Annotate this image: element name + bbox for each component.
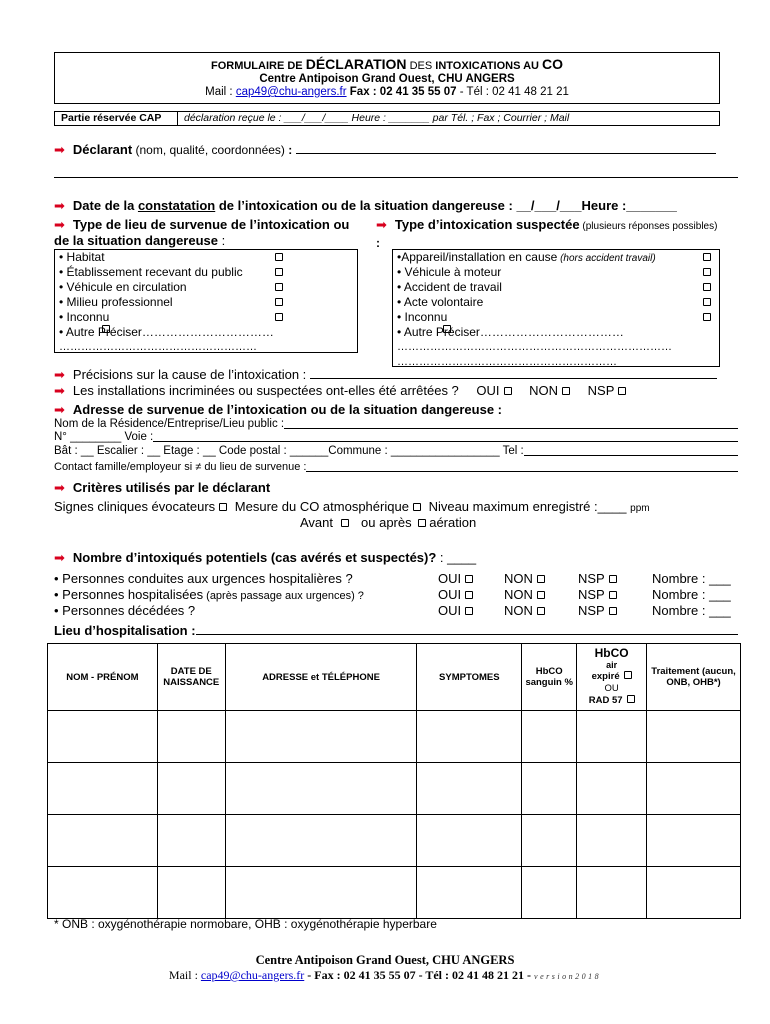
arrow-icon: ➡ bbox=[54, 367, 65, 382]
table-header-row bbox=[48, 644, 741, 711]
option-label: • Autre bbox=[59, 325, 95, 339]
aeration-label: aération bbox=[425, 515, 477, 530]
table-cell[interactable] bbox=[225, 711, 417, 763]
checkbox-icon[interactable] bbox=[537, 575, 545, 583]
option-label: • Habitat bbox=[59, 250, 105, 264]
checkbox-icon[interactable] bbox=[537, 591, 545, 599]
adresse-line-4 bbox=[54, 461, 738, 473]
option-label: • Acte volontaire bbox=[397, 295, 484, 309]
form-title bbox=[55, 56, 719, 72]
checkbox-icon[interactable] bbox=[609, 575, 617, 583]
intox-type-hint: (plusieurs réponses possibles) bbox=[579, 221, 718, 232]
header-traitement: Traitement (aucun, ONB, OHB*) bbox=[647, 644, 741, 711]
table-cell[interactable] bbox=[647, 763, 741, 815]
lieu-option[interactable] bbox=[55, 310, 357, 325]
lieu-type-title-text: Type de lieu de survenue de l’intoxication ou de la situation dangereuse bbox=[54, 217, 350, 248]
avant-checkbox[interactable] bbox=[341, 519, 349, 527]
criteres-line-1 bbox=[54, 499, 744, 514]
nombre-total-field[interactable]: : ____ bbox=[436, 550, 477, 565]
colon: : bbox=[376, 236, 380, 250]
row-label: • Personnes hospitalisées bbox=[54, 587, 204, 602]
nombre-field[interactable]: Nombre : ___ bbox=[652, 587, 731, 602]
nombre-row-urgences bbox=[54, 571, 744, 586]
date-label-word: constatation bbox=[137, 198, 216, 213]
declarant-row bbox=[54, 142, 738, 158]
declarant-hint: (nom, qualité, coordonnées) bbox=[132, 143, 289, 157]
checkbox-icon[interactable] bbox=[703, 253, 711, 261]
expire-checkbox[interactable] bbox=[624, 671, 632, 679]
contact-line bbox=[55, 86, 719, 98]
arrow-icon: ➡ bbox=[54, 402, 65, 417]
date-field[interactable]: de l’intoxication ou de la situation dangereuse : __/___/___ bbox=[215, 198, 582, 213]
non-checkbox[interactable] bbox=[562, 387, 570, 395]
table-cell[interactable] bbox=[522, 867, 577, 919]
criteres-line-2 bbox=[300, 515, 476, 530]
title-part: CO bbox=[542, 56, 564, 72]
non-label: NON bbox=[529, 383, 559, 398]
avant-label: Avant bbox=[300, 515, 334, 530]
criteres-title bbox=[54, 480, 270, 496]
autre-preciser-line[interactable]: ………………………………………………………………… bbox=[397, 341, 672, 353]
table-cell[interactable] bbox=[647, 711, 741, 763]
nsp-option[interactable] bbox=[578, 571, 617, 586]
nsp-option[interactable] bbox=[578, 587, 617, 602]
nombre-row-decedees bbox=[54, 603, 744, 618]
intox-option[interactable] bbox=[393, 280, 719, 295]
table-cell[interactable] bbox=[577, 867, 647, 919]
niveau-field[interactable]: Niveau maximum enregistré :____ bbox=[428, 499, 631, 514]
autre-preciser-line[interactable]: …………………………………………………… bbox=[397, 356, 617, 368]
checkbox-icon[interactable] bbox=[275, 298, 283, 306]
center-name: Centre Antipoison Grand Ouest, CHU ANGERS bbox=[259, 73, 515, 85]
lieu-option[interactable] bbox=[55, 280, 357, 295]
table-cell[interactable] bbox=[48, 711, 158, 763]
cap-reserved-label: Partie réservée CAP bbox=[55, 112, 178, 125]
table-cell[interactable] bbox=[48, 815, 158, 867]
table-cell[interactable] bbox=[225, 815, 417, 867]
footer-contact bbox=[0, 968, 770, 983]
table-row bbox=[48, 867, 741, 919]
nombre-title-text: Nombre d’intoxiqués potentiels (cas avérés et suspectés)? bbox=[72, 550, 437, 565]
table-cell[interactable] bbox=[225, 867, 417, 919]
contact-label: Contact famille/employeur si ≠ du lieu de survenue : bbox=[54, 461, 307, 473]
address-details-field[interactable]: Bât : __ Escalier : __ Etage : __ Code postal : ______Commune : _________________ Tel : bbox=[54, 445, 524, 457]
hbco-rad57: RAD 57 bbox=[588, 695, 623, 706]
oui-label: OUI bbox=[438, 587, 462, 602]
table-cell[interactable] bbox=[417, 763, 522, 815]
table-cell[interactable] bbox=[577, 711, 647, 763]
table-cell[interactable] bbox=[157, 867, 225, 919]
mesure-checkbox[interactable] bbox=[413, 503, 421, 511]
cap-reception-field[interactable]: déclaration reçue le : ___/___/____ Heure : _______ par Tél. ; Fax ; Courrier ; Mail bbox=[184, 112, 570, 124]
table-cell[interactable] bbox=[48, 867, 158, 919]
table-cell[interactable] bbox=[417, 867, 522, 919]
table-cell[interactable] bbox=[157, 815, 225, 867]
hbco-title: HbCO bbox=[594, 646, 629, 660]
title-part: FORMULAIRE DE bbox=[210, 60, 306, 72]
colon: : bbox=[288, 143, 293, 157]
intox-option[interactable] bbox=[393, 295, 719, 310]
intox-option-autre[interactable] bbox=[393, 325, 719, 340]
table-cell[interactable] bbox=[577, 763, 647, 815]
checkbox-icon[interactable] bbox=[703, 268, 711, 276]
oui-option[interactable] bbox=[438, 587, 473, 602]
checkbox-icon[interactable] bbox=[703, 298, 711, 306]
voie-field[interactable] bbox=[153, 431, 738, 442]
non-option[interactable] bbox=[504, 587, 545, 602]
nsp-label: NSP bbox=[578, 587, 605, 602]
mesure-label: Mesure du CO atmosphérique bbox=[234, 499, 409, 514]
table-cell[interactable] bbox=[225, 763, 417, 815]
checkbox-icon[interactable] bbox=[443, 325, 451, 333]
option-label: • Inconnu bbox=[59, 310, 110, 324]
nsp-label: NSP bbox=[578, 571, 605, 586]
hbco-air: air bbox=[606, 660, 618, 670]
declarant-label: Déclarant bbox=[72, 142, 133, 157]
footer-center: Centre Antipoison Grand Ouest, CHU ANGERS bbox=[255, 953, 515, 967]
precisions-row bbox=[54, 367, 744, 383]
arrow-icon: ➡ bbox=[54, 550, 65, 565]
apres-checkbox[interactable] bbox=[418, 519, 426, 527]
footnote: * ONB : oxygénothérapie normobare, OHB : oxygénothérapie hyperbare bbox=[54, 917, 437, 931]
option-label: • Établissement recevant du public bbox=[59, 265, 243, 279]
lieu-option[interactable] bbox=[55, 295, 357, 310]
oui-checkbox[interactable] bbox=[504, 387, 512, 395]
arrow-icon: ➡ bbox=[54, 217, 65, 232]
lieu-type-list bbox=[54, 249, 358, 353]
adresse-line-1 bbox=[54, 418, 738, 430]
intox-option[interactable] bbox=[393, 250, 719, 265]
table-row bbox=[48, 763, 741, 815]
lieu-hosp-label: Lieu d’hospitalisation : bbox=[54, 623, 196, 638]
lieu-hosp-row bbox=[54, 623, 738, 638]
table-cell[interactable] bbox=[157, 711, 225, 763]
signes-label: Signes cliniques évocateurs bbox=[54, 499, 216, 514]
checkbox-icon[interactable] bbox=[609, 591, 617, 599]
checkbox-icon[interactable] bbox=[102, 325, 110, 333]
table-cell[interactable] bbox=[647, 815, 741, 867]
title-part: INTOXICATIONS AU bbox=[435, 60, 543, 72]
nsp-option[interactable] bbox=[578, 603, 617, 618]
declarant-field-line2[interactable] bbox=[54, 166, 738, 178]
table-cell[interactable] bbox=[522, 711, 577, 763]
checkbox-icon[interactable] bbox=[275, 268, 283, 276]
patients-table bbox=[47, 643, 741, 919]
non-option[interactable] bbox=[504, 571, 545, 586]
footer-version: version2018 bbox=[534, 972, 602, 981]
header-nom: NOM - PRÉNOM bbox=[48, 644, 158, 711]
checkbox-icon[interactable] bbox=[275, 283, 283, 291]
checkbox-icon[interactable] bbox=[703, 283, 711, 291]
checkbox-icon[interactable] bbox=[465, 607, 473, 615]
table-cell[interactable] bbox=[417, 815, 522, 867]
mail-link[interactable]: cap49@chu-angers.fr bbox=[235, 86, 347, 98]
adresse-title bbox=[54, 402, 502, 418]
tel-field[interactable] bbox=[524, 445, 738, 456]
table-cell[interactable] bbox=[48, 763, 158, 815]
option-label: • Véhicule à moteur bbox=[397, 265, 502, 279]
apres-label: ou après bbox=[361, 515, 412, 530]
checkbox-icon[interactable] bbox=[275, 313, 283, 321]
tel-number: - Tél : 02 41 48 21 21 bbox=[456, 86, 569, 98]
intox-option[interactable] bbox=[393, 265, 719, 280]
row-label: • Personnes décédées ? bbox=[54, 603, 196, 618]
oui-label: OUI bbox=[438, 571, 462, 586]
table-cell[interactable] bbox=[522, 763, 577, 815]
criteres-title-text: Critères utilisés par le déclarant bbox=[72, 480, 271, 495]
non-label: NON bbox=[504, 603, 533, 618]
intox-type-title-text: Type d’intoxication suspectée bbox=[394, 217, 580, 232]
option-label: • Accident de travail bbox=[397, 280, 502, 294]
checkbox-icon[interactable] bbox=[537, 607, 545, 615]
hbco-expire: expiré bbox=[591, 671, 620, 682]
row-label: • Personnes conduites aux urgences hospitalières ? bbox=[54, 571, 353, 586]
non-label: NON bbox=[504, 571, 533, 586]
table-cell[interactable] bbox=[577, 815, 647, 867]
precisions-label: Précisions sur la cause de l’intoxication : bbox=[72, 367, 310, 382]
arrow-icon: ➡ bbox=[54, 198, 65, 213]
table-cell[interactable] bbox=[522, 815, 577, 867]
rad57-checkbox[interactable] bbox=[627, 695, 635, 703]
checkbox-icon[interactable] bbox=[703, 313, 711, 321]
header-hbco-air bbox=[577, 644, 647, 711]
autre-preciser-line[interactable]: ……………………………………………… bbox=[59, 341, 257, 353]
arrow-icon: ➡ bbox=[54, 142, 65, 157]
heure-field[interactable]: Heure :_______ bbox=[581, 198, 677, 213]
lieu-hosp-field[interactable] bbox=[196, 623, 738, 635]
form-header bbox=[54, 52, 720, 104]
title-part: DÉCLARATION bbox=[305, 56, 407, 72]
table-row bbox=[48, 815, 741, 867]
option-label: • Véhicule en circulation bbox=[59, 280, 187, 294]
cap-reserved-row bbox=[54, 111, 720, 126]
oui-option[interactable] bbox=[438, 603, 473, 618]
option-label: • Autre bbox=[397, 325, 433, 339]
title-part: DES bbox=[406, 60, 436, 72]
installations-question: Les installations incriminées ou suspectées ont-elles été arrêtées ? bbox=[72, 383, 459, 398]
installations-row bbox=[54, 383, 744, 399]
lieu-type-title bbox=[54, 217, 364, 249]
mail-label: Mail : bbox=[205, 86, 236, 98]
nombre-row-hospitalisees bbox=[54, 587, 744, 602]
oui-label: OUI bbox=[438, 603, 462, 618]
table-cell[interactable] bbox=[417, 711, 522, 763]
arrow-icon: ➡ bbox=[376, 217, 387, 232]
footer-mail-label: Mail : bbox=[168, 968, 201, 982]
residence-label: Nom de la Résidence/Entreprise/Lieu public : bbox=[54, 418, 285, 430]
table-row bbox=[48, 711, 741, 763]
ppm-unit: ppm bbox=[630, 503, 650, 514]
date-row bbox=[54, 198, 744, 214]
option-label: • Inconnu bbox=[397, 310, 448, 324]
table-cell[interactable] bbox=[647, 867, 741, 919]
voie-label: N° ________ Voie : bbox=[54, 431, 154, 443]
option-label: • Milieu professionnel bbox=[59, 295, 173, 309]
non-option[interactable] bbox=[504, 603, 545, 618]
autre-preciser-field[interactable]: Préciser……………………………… bbox=[432, 325, 624, 339]
header-symptomes: SYMPTOMES bbox=[417, 644, 522, 711]
arrow-icon: ➡ bbox=[54, 480, 65, 495]
oui-label: OUI bbox=[476, 383, 500, 398]
nsp-label: NSP bbox=[587, 383, 615, 398]
intox-type-list bbox=[392, 249, 720, 367]
signes-checkbox[interactable] bbox=[219, 503, 227, 511]
contact-field[interactable] bbox=[306, 461, 738, 472]
fax-number: Fax : 02 41 35 55 07 bbox=[346, 86, 457, 98]
nsp-checkbox[interactable] bbox=[618, 387, 626, 395]
colon: : bbox=[218, 233, 226, 248]
intox-type-title bbox=[376, 217, 721, 251]
residence-field[interactable] bbox=[284, 418, 738, 429]
adresse-line-3 bbox=[54, 445, 738, 457]
footer-mail-link[interactable]: cap49@chu-angers.fr bbox=[200, 968, 305, 982]
table-cell[interactable] bbox=[157, 763, 225, 815]
intox-option[interactable] bbox=[393, 310, 719, 325]
nombre-field[interactable]: Nombre : ___ bbox=[652, 571, 731, 586]
nombre-title bbox=[54, 550, 476, 566]
non-label: NON bbox=[504, 587, 533, 602]
header-date: DATE DE NAISSANCE bbox=[157, 644, 225, 711]
hbco-ou: OU bbox=[604, 683, 619, 694]
autre-preciser-field[interactable]: Préciser…………………………… bbox=[94, 325, 274, 339]
lieu-option[interactable] bbox=[55, 250, 357, 265]
nsp-label: NSP bbox=[578, 603, 605, 618]
header-hbco-sanguin: HbCO sanguin % bbox=[522, 644, 577, 711]
option-label: •Appareil/installation en cause bbox=[397, 250, 558, 264]
header-adresse: ADRESSE et TÉLÉPHONE bbox=[225, 644, 417, 711]
footer-fax-tel: - Fax : 02 41 35 55 07 - Tél : 02 41 48 21 21 - bbox=[304, 968, 535, 982]
adresse-line-2 bbox=[54, 431, 738, 443]
adresse-title-text: Adresse de survenue de l’intoxication ou de la situation dangereuse : bbox=[72, 402, 503, 417]
checkbox-icon[interactable] bbox=[275, 253, 283, 261]
option-hint: (hors accident travail) bbox=[557, 253, 656, 264]
oui-option[interactable] bbox=[438, 571, 473, 586]
date-label: Date de la bbox=[72, 198, 138, 213]
lieu-option[interactable] bbox=[55, 265, 357, 280]
checkbox-icon[interactable] bbox=[465, 591, 473, 599]
lieu-option-autre[interactable] bbox=[55, 325, 357, 340]
precisions-field[interactable] bbox=[310, 368, 717, 379]
checkbox-icon[interactable] bbox=[465, 575, 473, 583]
declarant-field[interactable] bbox=[296, 143, 716, 154]
nombre-field[interactable]: Nombre : ___ bbox=[652, 603, 731, 618]
arrow-icon: ➡ bbox=[54, 383, 65, 398]
row-hint: (après passage aux urgences) ? bbox=[203, 590, 364, 602]
checkbox-icon[interactable] bbox=[609, 607, 617, 615]
